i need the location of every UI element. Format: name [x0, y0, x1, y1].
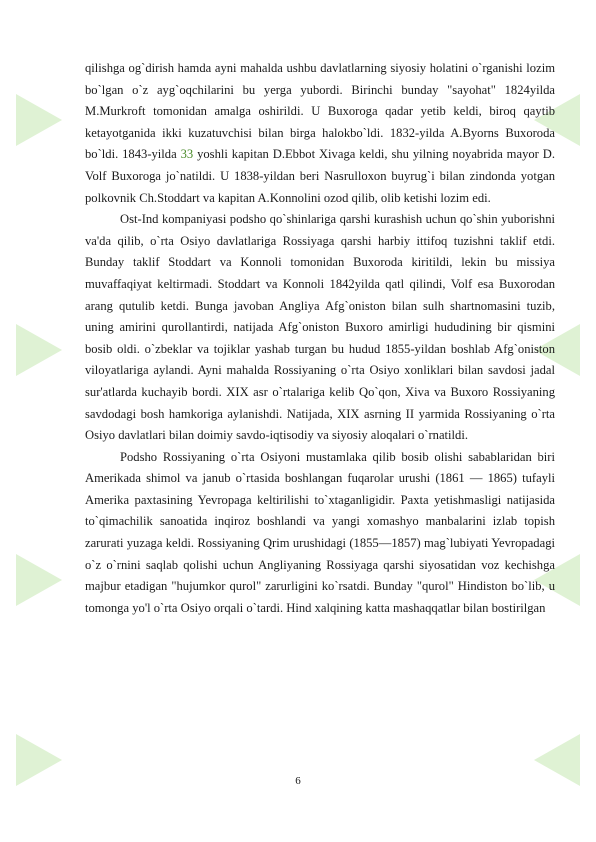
paragraph-1 — [85, 58, 555, 209]
watermark-mark-icon — [16, 324, 62, 376]
paragraph-3: Podsho Rossiyaning o`rta Osiyoni mustamlaka qilib bosib olishi sabablaridan biri Amerikada shimol va janub o`rtasida boshlangan fuqarolar urushi (1861 — 1865) tufayli Amerika paxtasining Yevropaga keltirilishi to`xtaganligidir. Paxta yetishmasligi natijasida to`qimachilik sanoatida inqiroz boshlandi va yangi xomashyo manbalarini izlab topish zarurati yuzaga keldi. Rossiyaning Qrim urushidagi (1855—1857) mag`lubiyati Yevropadagi o`z o`rnini saqlab qolishi uchun Angliyaning Rossiyaga qarshi siyosatidan voz kechishga majbur etadigan "hujumkor qurol" zarurligini ko`rsatdi. Bunday "qurol" Hindiston bo`lib, u tomonga yo'l o`rta Osiyo orqali o`tardi. Hind xalqining katta mashaqqatlar bilan bostirilgan — [85, 449, 555, 615]
highlighted-number: 33 — [180, 147, 194, 162]
paragraph-text: qilishga og`dirish hamda ayni mahalda ushbu davlatlarning siyosiy holatini o`rganishi lozim bo`lgan o`z ayg`oqchilarini bu yerga yubordi. Birinchi bunday "sayohat" 1824yilda M.Murkroft tomonidan amalga oshirildi. U Buxoroga qadar yetib keldi, biroq qaytib ketayotganida ikki kuzatuvchisi bilan birga halokbo`ldi. 1832-yilda A.Byorns Buxoroda bo`ldi. 1843-yilda — [85, 61, 555, 162]
paragraph-2: Ost-Ind kompaniyasi podsho qo`shinlariga qarshi kurashish uchun qo`shin yuborishni va'da qilib, o`rta Osiyo davlatlariga Rossiyaga qarshi harbiy ittifoq tuzishni taklif etdi. Bunday taklif Stoddart va Konnoli tomonidan Buxoroda kiritildi, lekin bu missiya muvaffaqiyat keltirmadi. Stoddart va Konnoli 1842yilda qatl qilindi, Volf esa Buxorodan arang qutulib ketdi. Bunga javoban Angliya Afg`oniston bilan sulh shartnomasini tuzib, uning amirini qurollantirdi, natijada Afg`oniston Buxoro amirligi hududining bir qismini bosib oldi. o`zbeklar va tojiklar yashab turgan bu hudud 1855-yildan boshlab Afg`oniston viloyatlariga aylandi. Ayni mahalda Rossiyaning o`rta Osiyo xonliklari bilan savdosi jadal sur'atlarda kuchayib bordi. XIX asr o`rtalariga kelib Qo`qon, Xiva va Buxoro Rossiyaning savdodagi bosh hamkoriga aylanishdi. Natijada, XIX asrning II yarmida Rossiyaning o`rta Osiyo davlatlari bilan doimiy savdo-iqtisodiy va siyosiy aloqalari o`rnatildi. — [85, 212, 555, 443]
paragraph-text: yoshli kapitan D.Ebbot Xivaga keldi, shu yilning noyabrida mayor D. Volf Buxoroga jo`natildi. U 1838-yildan beri Nasrulloxon buyrug`i bilan zindonda yotgan polkovnik Ch.Stoddart va kapitan A.Konnolini ozod qilib, olib ketishi lozim edi. — [85, 147, 555, 205]
watermark-row — [0, 700, 596, 820]
watermark-mark-icon — [16, 94, 62, 146]
body-text — [85, 58, 555, 619]
page-number: 6 — [295, 775, 301, 787]
watermark-mark-icon — [16, 554, 62, 606]
